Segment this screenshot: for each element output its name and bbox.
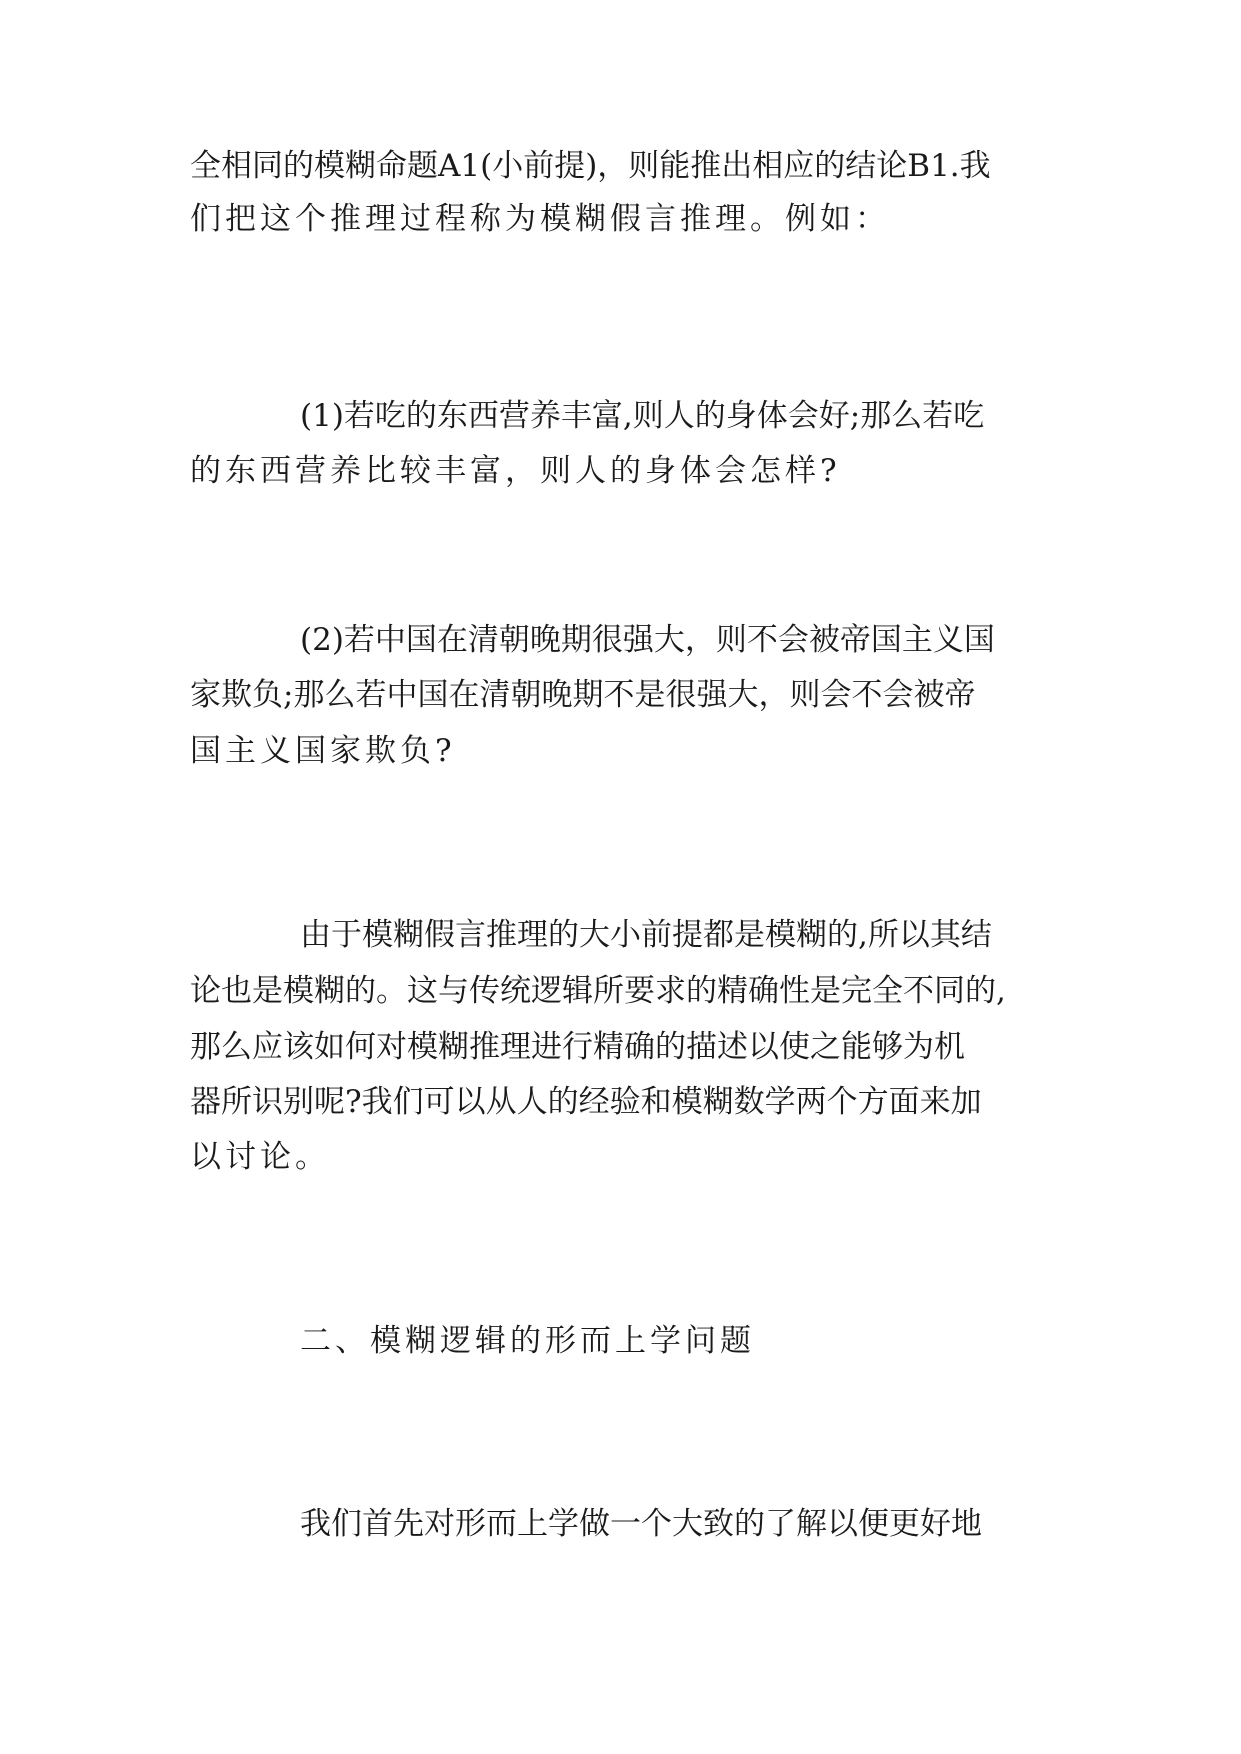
paragraph-line: 那么应该如何对模糊推理进行精确的描述以使之能够为机 [190,1029,965,1065]
paragraph-line: (1)若吃的东西营养丰富,则人的身体会好;那么若吃 [300,398,985,434]
paragraph-line: 家欺负;那么若中国在清朝晚期不是很强大，则会不会被帝 [190,677,976,713]
paragraph-line: 论也是模糊的。这与传统逻辑所要求的精确性是完全不同的, [190,973,1006,1009]
paragraph-line: (2)若中国在清朝晚期很强大，则不会被帝国主义国 [300,622,995,658]
paragraph-line: 们把这个推理过程称为模糊假言推理。例如： [190,201,890,237]
paragraph-line: 的东西营养比较丰富，则人的身体会怎样? [190,453,841,489]
paragraph-line: 国主义国家欺负? [190,733,456,769]
paragraph-line: 由于模糊假言推理的大小前提都是模糊的,所以其结 [300,917,992,953]
paragraph-line: 全相同的模糊命题A1(小前提)，则能推出相应的结论B1.我 [190,148,991,184]
paragraph-line: 以讨论。 [190,1139,330,1175]
section-heading: 二、模糊逻辑的形而上学问题 [300,1323,755,1359]
paragraph-line: 器所识别呢?我们可以从人的经验和模糊数学两个方面来加 [190,1084,982,1120]
paragraph-line: 我们首先对形而上学做一个大致的了解以便更好地 [300,1506,982,1542]
